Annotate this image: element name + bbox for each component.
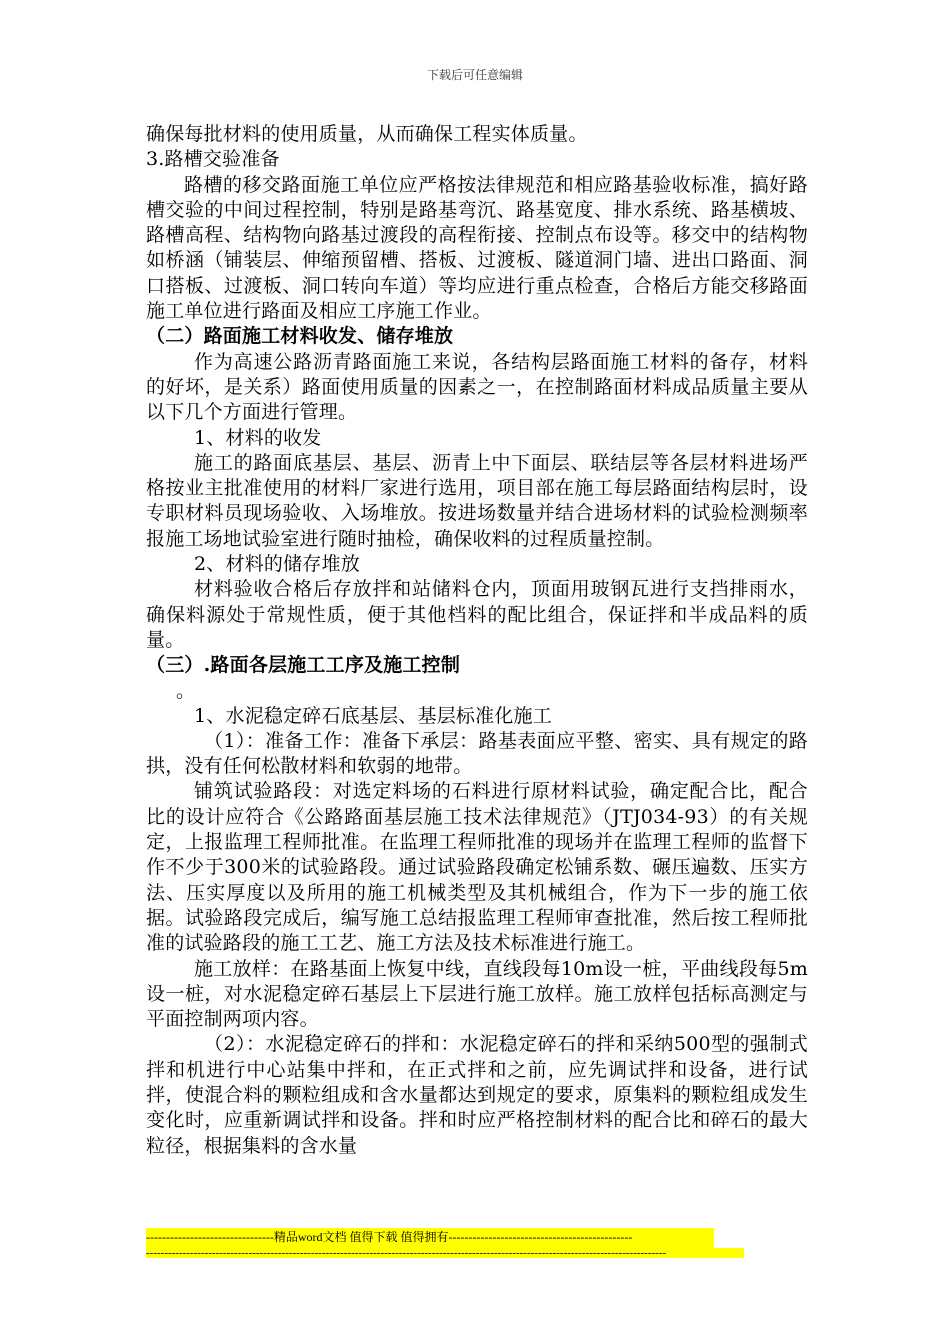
body-paragraph: 确保每批材料的使用质量，从而确保工程实体质量。 (146, 123, 588, 145)
body-paragraph: （1）：准备工作：准备下承层：路基表面应平整、密实、具有规定的路拱，没有任何松散材料和软弱的地带。 (146, 729, 808, 778)
body-paragraph: 3.路槽交验准备 (146, 148, 280, 171)
body-paragraph: 施工放样：在路基面上恢复中线，直线段每10m设一桩，平曲线段每5m设一桩，对水泥稳定碎石基层上下层进行施工放样。施工放样包括标高测定与平面控制两项内容。 (146, 957, 808, 1031)
section-heading: （三）.路面各层施工工序及施工控制 (146, 654, 461, 677)
body-paragraph: 1、材料的收发 (194, 426, 322, 449)
body-paragraph: 铺筑试验路段：对选定料场的石料进行原材料试验，确定配合比，配合比的设计应符合《公路路面基层施工技术法律规范》（JTJ034-93）的有关规定，上报监理工程师批准。在监理工程师批准的现场并在监理工程师的监督下作不少于300米的试验路段。通过试验路段确定松铺系数、碾压遍数、压实方法、压实厚度以及所用的施工机械类型及其机械组合，作为下一步的施工依据。试验路段完成后，编写施工总结报监理工程师审查批准，然后按工程师批准的试验路段的施工工艺、施工方法及技术标准进行施工。 (146, 780, 808, 955)
page-footer (146, 1228, 744, 1258)
section-heading: （二）路面施工材料收发、储存堆放 (146, 325, 454, 348)
body-paragraph: 。 (176, 679, 196, 702)
page-header: 下载后可任意编辑 (426, 68, 523, 82)
footer-dash-line: ---------------------------------------------------------------------------------------------------------------------------------------------- (146, 1248, 744, 1258)
body-paragraph: 材料验收合格后存放拌和站储料仓内，顶面用玻钢瓦进行支挡排雨水，确保料源处于常规性质，便于其他档料的配比组合，保证拌和半成品料的质量。 (146, 578, 808, 651)
body-paragraph: 2、材料的储存堆放 (194, 553, 360, 576)
body-paragraph: （2）：水泥稳定碎石的拌和：水泥稳定碎石的拌和采纳500型的强制式拌和机进行中心站集中拌和，在正式拌和之前，应先调试拌和设备，进行试拌，使混合料的颗粒组成和含水量都达到规定的要求，原集料的颗粒组成发生变化时，应重新调试拌和设备。拌和时应严格控制材料的配合比和碎石的最大粒径，根据集料的含水量 (146, 1033, 808, 1157)
body-paragraph: 作为高速公路沥青路面施工来说，各结构层路面施工材料的备存，材料的好坏，是关系）路面使用质量的因素之一，在控制路面材料成品质量主要从以下几个方面进行管理。 (146, 350, 808, 424)
body-paragraph: 路槽的移交路面施工单位应严格按法律规范和相应路基验收标准，搞好路槽交验的中间过程控制，特别是路基弯沉、路基宽度、排水系统、路基横坡、路槽高程、结构物向路基过渡段的高程衔接、控制点布设等。移交中的结构物如桥涵（铺装层、伸缩预留槽、搭板、过渡板、隧道洞门墙、进出口路面、洞口搭板、过渡板、洞口转向车道）等均应进行重点检查，合格后方能交移路面施工单位进行路面及相应工序施工作业。 (146, 173, 808, 323)
body-paragraph: 1、水泥稳定碎石底基层、基层标准化施工 (194, 704, 552, 727)
footer-banner: --------------------------------精品word文档 值得下载 值得拥有---------------------------------------------- (146, 1228, 714, 1248)
document-body (146, 122, 808, 1159)
body-paragraph: 施工的路面底基层、基层、沥青上中下面层、联结层等各层材料进场严格按业主批准使用的材料厂家进行选用，项目部在施工每层路面结构层时，设专职材料员现场验收、入场堆放。按进场数量并结合进场材料的试验检测频率报施工场地试验室进行随时抽检，确保收料的过程质量控制。 (146, 451, 808, 550)
